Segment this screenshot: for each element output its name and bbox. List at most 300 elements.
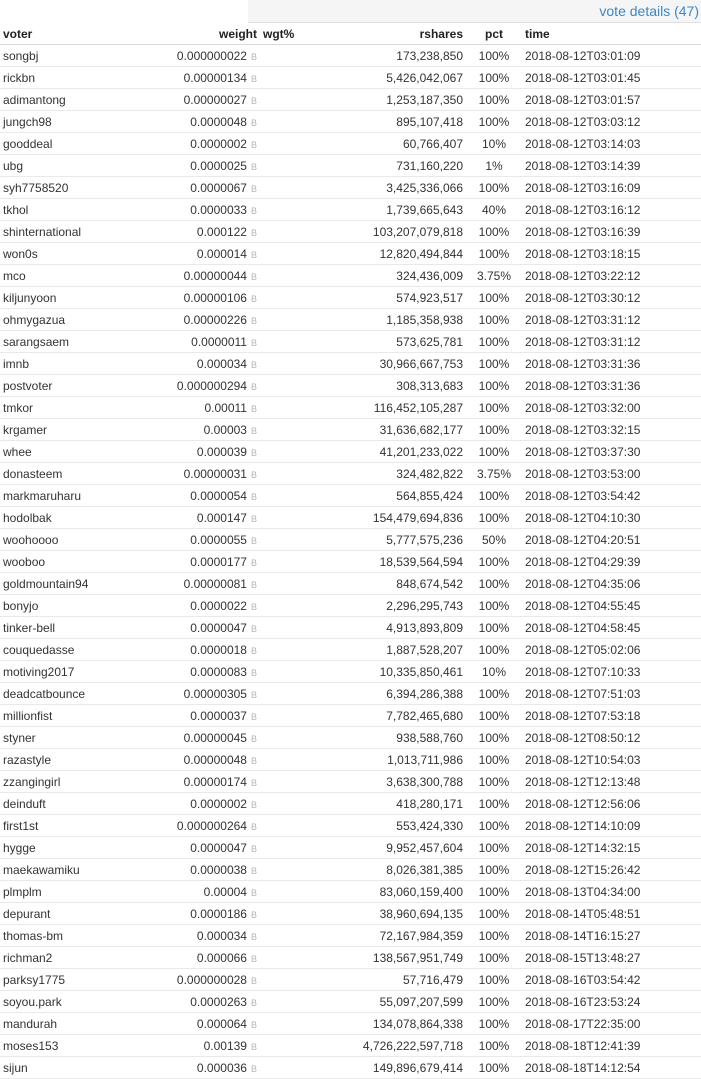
weight-cell — [120, 177, 260, 199]
weight-value: 0.0000083 — [190, 664, 247, 679]
wgt-percent-cell — [260, 243, 320, 265]
weight-cell — [120, 441, 260, 463]
weight-value: 0.000000294 — [176, 378, 247, 393]
pct-cell: 100% — [466, 705, 522, 727]
time-cell: 2018-08-12T14:10:09 — [522, 815, 701, 837]
table-row — [0, 793, 701, 815]
column-header-voter[interactable]: voter — [0, 23, 120, 45]
voter-cell[interactable]: bonyjo — [0, 595, 120, 617]
table-row — [0, 837, 701, 859]
time-cell: 2018-08-12T10:54:03 — [522, 749, 701, 771]
pct-cell: 100% — [466, 353, 522, 375]
table-row — [0, 529, 701, 551]
table-row — [0, 1035, 701, 1057]
voter-cell[interactable]: ohmygazua — [0, 309, 120, 331]
weight-value: 0.00000081 — [183, 576, 247, 591]
table-row — [0, 265, 701, 287]
weight-cell — [120, 925, 260, 947]
currency-symbol: B — [250, 139, 257, 150]
wgt-percent-cell — [260, 925, 320, 947]
currency-symbol: B — [250, 887, 257, 898]
table-row — [0, 661, 701, 683]
table-row — [0, 397, 701, 419]
rshares-cell: 30,966,667,753 — [320, 353, 466, 375]
voter-cell[interactable]: hodolbak — [0, 507, 120, 529]
table-row — [0, 199, 701, 221]
currency-symbol: B — [250, 381, 257, 392]
weight-value: 0.0000018 — [190, 642, 247, 657]
weight-cell — [120, 485, 260, 507]
weight-cell — [120, 265, 260, 287]
pct-cell: 100% — [466, 507, 522, 529]
pct-cell: 100% — [466, 837, 522, 859]
currency-symbol: B — [250, 843, 257, 854]
rshares-cell: 18,539,564,594 — [320, 551, 466, 573]
pct-cell: 100% — [466, 991, 522, 1013]
pct-cell: 100% — [466, 177, 522, 199]
weight-value: 0.0000055 — [190, 532, 247, 547]
time-cell: 2018-08-12T03:31:12 — [522, 309, 701, 331]
wgt-percent-cell — [260, 771, 320, 793]
time-cell: 2018-08-12T08:50:12 — [522, 727, 701, 749]
voter-cell[interactable]: wooboo — [0, 551, 120, 573]
time-cell: 2018-08-12T07:10:33 — [522, 661, 701, 683]
time-cell: 2018-08-12T04:20:51 — [522, 529, 701, 551]
pct-cell: 100% — [466, 287, 522, 309]
wgt-percent-cell — [260, 837, 320, 859]
rshares-cell: 573,625,781 — [320, 331, 466, 353]
pct-cell: 100% — [466, 45, 522, 67]
rshares-cell: 2,296,295,743 — [320, 595, 466, 617]
table-row — [0, 221, 701, 243]
currency-symbol: B — [250, 513, 257, 524]
weight-cell — [120, 199, 260, 221]
voter-cell[interactable]: mco — [0, 265, 120, 287]
voter-cell[interactable]: moses153 — [0, 1035, 120, 1057]
voter-cell[interactable]: couquedasse — [0, 639, 120, 661]
rshares-cell: 83,060,159,400 — [320, 881, 466, 903]
voter-cell[interactable]: depurant — [0, 903, 120, 925]
weight-value: 0.000000028 — [176, 972, 247, 987]
rshares-cell: 154,479,694,836 — [320, 507, 466, 529]
wgt-percent-cell — [260, 529, 320, 551]
currency-symbol: B — [250, 161, 257, 172]
pct-cell: 100% — [466, 419, 522, 441]
weight-value: 0.0000025 — [190, 158, 247, 173]
table-row — [0, 463, 701, 485]
voter-cell[interactable]: postvoter — [0, 375, 120, 397]
time-cell: 2018-08-15T13:48:27 — [522, 947, 701, 969]
voter-cell[interactable]: sarangsaem — [0, 331, 120, 353]
voter-cell[interactable]: woohoooo — [0, 529, 120, 551]
time-cell: 2018-08-12T03:53:00 — [522, 463, 701, 485]
wgt-percent-cell — [260, 397, 320, 419]
weight-cell — [120, 837, 260, 859]
currency-symbol: B — [250, 183, 257, 194]
wgt-percent-cell — [260, 815, 320, 837]
voter-cell[interactable]: mandurah — [0, 1013, 120, 1035]
pct-cell: 100% — [466, 1057, 522, 1079]
time-cell: 2018-08-12T03:01:57 — [522, 89, 701, 111]
weight-value: 0.000000022 — [176, 48, 247, 63]
voter-cell[interactable]: tkhol — [0, 199, 120, 221]
pct-cell: 100% — [466, 485, 522, 507]
currency-symbol: B — [250, 667, 257, 678]
pct-cell: 100% — [466, 727, 522, 749]
voter-cell[interactable]: donasteem — [0, 463, 120, 485]
rshares-cell: 7,782,465,680 — [320, 705, 466, 727]
time-cell: 2018-08-12T04:55:45 — [522, 595, 701, 617]
table-row — [0, 133, 701, 155]
weight-cell — [120, 221, 260, 243]
voter-cell[interactable]: hygge — [0, 837, 120, 859]
table-row — [0, 243, 701, 265]
wgt-percent-cell — [260, 419, 320, 441]
weight-value: 0.00000226 — [183, 312, 247, 327]
rshares-cell: 57,716,479 — [320, 969, 466, 991]
weight-cell — [120, 1035, 260, 1057]
column-header-rshares[interactable]: rshares — [320, 23, 466, 45]
time-cell: 2018-08-12T15:26:42 — [522, 859, 701, 881]
currency-symbol: B — [250, 799, 257, 810]
weight-cell — [120, 903, 260, 925]
time-cell: 2018-08-16T23:53:24 — [522, 991, 701, 1013]
pct-cell: 100% — [466, 881, 522, 903]
weight-value: 0.000147 — [196, 510, 247, 525]
pct-cell: 100% — [466, 89, 522, 111]
currency-symbol: B — [250, 447, 257, 458]
currency-symbol: B — [250, 623, 257, 634]
voter-cell[interactable]: jungch98 — [0, 111, 120, 133]
currency-symbol: B — [250, 359, 257, 370]
voter-cell[interactable]: ubg — [0, 155, 120, 177]
time-cell: 2018-08-18T12:41:39 — [522, 1035, 701, 1057]
voter-cell[interactable]: first1st — [0, 815, 120, 837]
currency-symbol: B — [250, 579, 257, 590]
rshares-cell: 103,207,079,818 — [320, 221, 466, 243]
weight-cell — [120, 969, 260, 991]
weight-value: 0.00000027 — [183, 92, 247, 107]
wgt-percent-cell — [260, 749, 320, 771]
weight-cell — [120, 111, 260, 133]
weight-value: 0.000066 — [196, 950, 247, 965]
pct-cell: 100% — [466, 771, 522, 793]
rshares-cell: 895,107,418 — [320, 111, 466, 133]
pct-cell: 100% — [466, 793, 522, 815]
rshares-cell: 574,923,517 — [320, 287, 466, 309]
pct-cell: 100% — [466, 749, 522, 771]
votes-table-header — [0, 23, 701, 45]
rshares-cell: 55,097,207,599 — [320, 991, 466, 1013]
pct-cell: 100% — [466, 397, 522, 419]
time-cell: 2018-08-12T04:10:30 — [522, 507, 701, 529]
weight-value: 0.00000134 — [183, 70, 247, 85]
wgt-percent-cell — [260, 221, 320, 243]
time-cell: 2018-08-12T03:32:00 — [522, 397, 701, 419]
weight-cell — [120, 991, 260, 1013]
weight-cell — [120, 705, 260, 727]
time-cell: 2018-08-12T03:31:12 — [522, 331, 701, 353]
voter-cell[interactable]: razastyle — [0, 749, 120, 771]
voter-cell[interactable]: plmplm — [0, 881, 120, 903]
pct-cell: 100% — [466, 111, 522, 133]
weight-cell — [120, 815, 260, 837]
table-row — [0, 67, 701, 89]
weight-cell — [120, 1013, 260, 1035]
voter-cell[interactable]: parksy1775 — [0, 969, 120, 991]
weight-value: 0.00004 — [203, 884, 247, 899]
rshares-cell: 5,777,575,236 — [320, 529, 466, 551]
table-row — [0, 485, 701, 507]
weight-value: 0.0000048 — [190, 114, 247, 129]
weight-value: 0.000014 — [196, 246, 247, 261]
time-cell: 2018-08-12T03:01:45 — [522, 67, 701, 89]
pct-cell: 100% — [466, 221, 522, 243]
voter-cell[interactable]: markmaruharu — [0, 485, 120, 507]
time-cell: 2018-08-12T07:51:03 — [522, 683, 701, 705]
wgt-percent-cell — [260, 595, 320, 617]
column-header-wgt-percent[interactable]: wgt% — [260, 23, 320, 45]
currency-symbol: B — [250, 733, 257, 744]
voter-cell[interactable]: kiljunyoon — [0, 287, 120, 309]
rshares-cell: 1,739,665,643 — [320, 199, 466, 221]
wgt-percent-cell — [260, 199, 320, 221]
table-row — [0, 705, 701, 727]
weight-value: 0.00000048 — [183, 752, 247, 767]
wgt-percent-cell — [260, 133, 320, 155]
pct-cell: 100% — [466, 903, 522, 925]
rshares-cell: 308,313,683 — [320, 375, 466, 397]
voter-cell[interactable]: krgamer — [0, 419, 120, 441]
weight-cell — [120, 287, 260, 309]
rshares-cell: 4,726,222,597,718 — [320, 1035, 466, 1057]
voter-cell[interactable]: deinduft — [0, 793, 120, 815]
voter-cell[interactable]: soyou.park — [0, 991, 120, 1013]
pct-cell: 10% — [466, 133, 522, 155]
currency-symbol: B — [250, 975, 257, 986]
currency-symbol: B — [250, 997, 257, 1008]
voter-cell[interactable]: adimantong — [0, 89, 120, 111]
time-cell: 2018-08-12T03:31:36 — [522, 375, 701, 397]
currency-symbol: B — [250, 117, 257, 128]
weight-cell — [120, 89, 260, 111]
weight-cell — [120, 881, 260, 903]
weight-value: 0.00011 — [204, 400, 247, 415]
currency-symbol: B — [250, 909, 257, 920]
voter-cell[interactable]: thomas-bm — [0, 925, 120, 947]
pct-cell: 3.75% — [466, 265, 522, 287]
voter-cell[interactable]: rickbn — [0, 67, 120, 89]
rshares-cell: 1,253,187,350 — [320, 89, 466, 111]
column-header-time[interactable]: time — [522, 23, 701, 45]
wgt-percent-cell — [260, 485, 320, 507]
voter-cell[interactable]: maekawamiku — [0, 859, 120, 881]
rshares-cell: 324,482,822 — [320, 463, 466, 485]
weight-cell — [120, 397, 260, 419]
rshares-cell: 1,887,528,207 — [320, 639, 466, 661]
weight-cell — [120, 661, 260, 683]
table-row — [0, 1013, 701, 1035]
weight-cell — [120, 45, 260, 67]
table-row — [0, 441, 701, 463]
weight-value: 0.000039 — [196, 444, 247, 459]
weight-cell — [120, 683, 260, 705]
weight-cell — [120, 353, 260, 375]
weight-value: 0.0000038 — [190, 862, 247, 877]
time-cell: 2018-08-12T03:30:12 — [522, 287, 701, 309]
time-cell: 2018-08-12T03:54:42 — [522, 485, 701, 507]
pct-cell: 100% — [466, 639, 522, 661]
weight-value: 0.00000031 — [183, 466, 247, 481]
pct-cell: 100% — [466, 969, 522, 991]
rshares-cell: 31,636,682,177 — [320, 419, 466, 441]
voter-cell[interactable]: goldmountain94 — [0, 573, 120, 595]
weight-cell — [120, 595, 260, 617]
currency-symbol: B — [250, 337, 257, 348]
wgt-percent-cell — [260, 265, 320, 287]
rshares-cell: 10,335,850,461 — [320, 661, 466, 683]
rshares-cell: 3,638,300,788 — [320, 771, 466, 793]
wgt-percent-cell — [260, 859, 320, 881]
votes-table — [0, 23, 701, 1079]
time-cell: 2018-08-12T05:02:06 — [522, 639, 701, 661]
currency-symbol: B — [250, 1019, 257, 1030]
time-cell: 2018-08-14T16:15:27 — [522, 925, 701, 947]
weight-value: 0.00000045 — [183, 730, 247, 745]
currency-symbol: B — [250, 821, 257, 832]
weight-value: 0.0000037 — [190, 708, 247, 723]
pct-cell: 100% — [466, 859, 522, 881]
table-row — [0, 595, 701, 617]
voter-cell[interactable]: imnb — [0, 353, 120, 375]
weight-value: 0.000036 — [196, 1060, 247, 1075]
table-row — [0, 573, 701, 595]
wgt-percent-cell — [260, 551, 320, 573]
weight-cell — [120, 1057, 260, 1079]
currency-symbol: B — [250, 1063, 257, 1074]
weight-cell — [120, 859, 260, 881]
rshares-cell: 324,436,009 — [320, 265, 466, 287]
time-cell: 2018-08-16T03:54:42 — [522, 969, 701, 991]
table-row — [0, 331, 701, 353]
voter-cell[interactable]: shinternational — [0, 221, 120, 243]
voter-cell[interactable]: songbj — [0, 45, 120, 67]
pct-cell: 100% — [466, 309, 522, 331]
pct-cell: 100% — [466, 67, 522, 89]
time-cell: 2018-08-13T04:34:00 — [522, 881, 701, 903]
table-row — [0, 925, 701, 947]
table-row — [0, 617, 701, 639]
voter-cell[interactable]: deadcatbounce — [0, 683, 120, 705]
weight-value: 0.00003 — [203, 422, 247, 437]
table-row — [0, 375, 701, 397]
pct-cell: 100% — [466, 573, 522, 595]
rshares-cell: 938,588,760 — [320, 727, 466, 749]
voter-cell[interactable]: millionfist — [0, 705, 120, 727]
rshares-cell: 173,238,850 — [320, 45, 466, 67]
currency-symbol: B — [250, 953, 257, 964]
rshares-cell: 60,766,407 — [320, 133, 466, 155]
time-cell: 2018-08-12T03:31:36 — [522, 353, 701, 375]
time-cell: 2018-08-12T12:13:48 — [522, 771, 701, 793]
rshares-cell: 116,452,105,287 — [320, 397, 466, 419]
table-row — [0, 859, 701, 881]
column-header-weight[interactable]: weight — [120, 23, 260, 45]
weight-value: 0.0000067 — [190, 180, 247, 195]
pct-cell: 100% — [466, 595, 522, 617]
voter-cell[interactable]: won0s — [0, 243, 120, 265]
currency-symbol: B — [250, 249, 257, 260]
table-row — [0, 749, 701, 771]
voter-cell[interactable]: zzangingirl — [0, 771, 120, 793]
weight-cell — [120, 727, 260, 749]
table-row — [0, 815, 701, 837]
wgt-percent-cell — [260, 309, 320, 331]
voter-cell[interactable]: tinker-bell — [0, 617, 120, 639]
pct-cell: 50% — [466, 529, 522, 551]
weight-value: 0.0000263 — [190, 994, 247, 1009]
time-cell: 2018-08-12T03:01:09 — [522, 45, 701, 67]
wgt-percent-cell — [260, 573, 320, 595]
rshares-cell: 134,078,864,338 — [320, 1013, 466, 1035]
rshares-cell: 5,426,042,067 — [320, 67, 466, 89]
wgt-percent-cell — [260, 45, 320, 67]
voter-cell[interactable]: richman2 — [0, 947, 120, 969]
table-row — [0, 353, 701, 375]
pct-cell: 100% — [466, 617, 522, 639]
rshares-cell: 12,820,494,844 — [320, 243, 466, 265]
voter-cell[interactable]: styner — [0, 727, 120, 749]
weight-cell — [120, 793, 260, 815]
voter-cell[interactable]: sijun — [0, 1057, 120, 1079]
currency-symbol: B — [250, 601, 257, 612]
rshares-cell: 9,952,457,604 — [320, 837, 466, 859]
weight-value: 0.0000054 — [190, 488, 247, 503]
pct-cell: 100% — [466, 683, 522, 705]
table-row — [0, 991, 701, 1013]
voter-cell[interactable]: whee — [0, 441, 120, 463]
wgt-percent-cell — [260, 441, 320, 463]
weight-value: 0.0000011 — [191, 334, 247, 349]
currency-symbol: B — [250, 535, 257, 546]
time-cell: 2018-08-12T04:35:06 — [522, 573, 701, 595]
column-header-pct[interactable]: pct — [466, 23, 522, 45]
vote-details-bar — [0, 0, 701, 23]
time-cell: 2018-08-12T03:16:12 — [522, 199, 701, 221]
currency-symbol: B — [250, 689, 257, 700]
currency-symbol: B — [250, 931, 257, 942]
voter-cell[interactable]: tmkor — [0, 397, 120, 419]
currency-symbol: B — [250, 73, 257, 84]
votes-table-body — [0, 45, 701, 1079]
wgt-percent-cell — [260, 617, 320, 639]
weight-cell — [120, 617, 260, 639]
time-cell: 2018-08-12T07:53:18 — [522, 705, 701, 727]
voter-cell[interactable]: syh7758520 — [0, 177, 120, 199]
table-row — [0, 771, 701, 793]
rshares-cell: 4,913,893,809 — [320, 617, 466, 639]
wgt-percent-cell — [260, 683, 320, 705]
rshares-cell: 731,160,220 — [320, 155, 466, 177]
voter-cell[interactable]: motiving2017 — [0, 661, 120, 683]
weight-cell — [120, 463, 260, 485]
currency-symbol: B — [250, 403, 257, 414]
vote-details-link[interactable]: vote details (47) — [599, 3, 699, 19]
wgt-percent-cell — [260, 881, 320, 903]
table-row — [0, 45, 701, 67]
voter-cell[interactable]: gooddeal — [0, 133, 120, 155]
wgt-percent-cell — [260, 155, 320, 177]
